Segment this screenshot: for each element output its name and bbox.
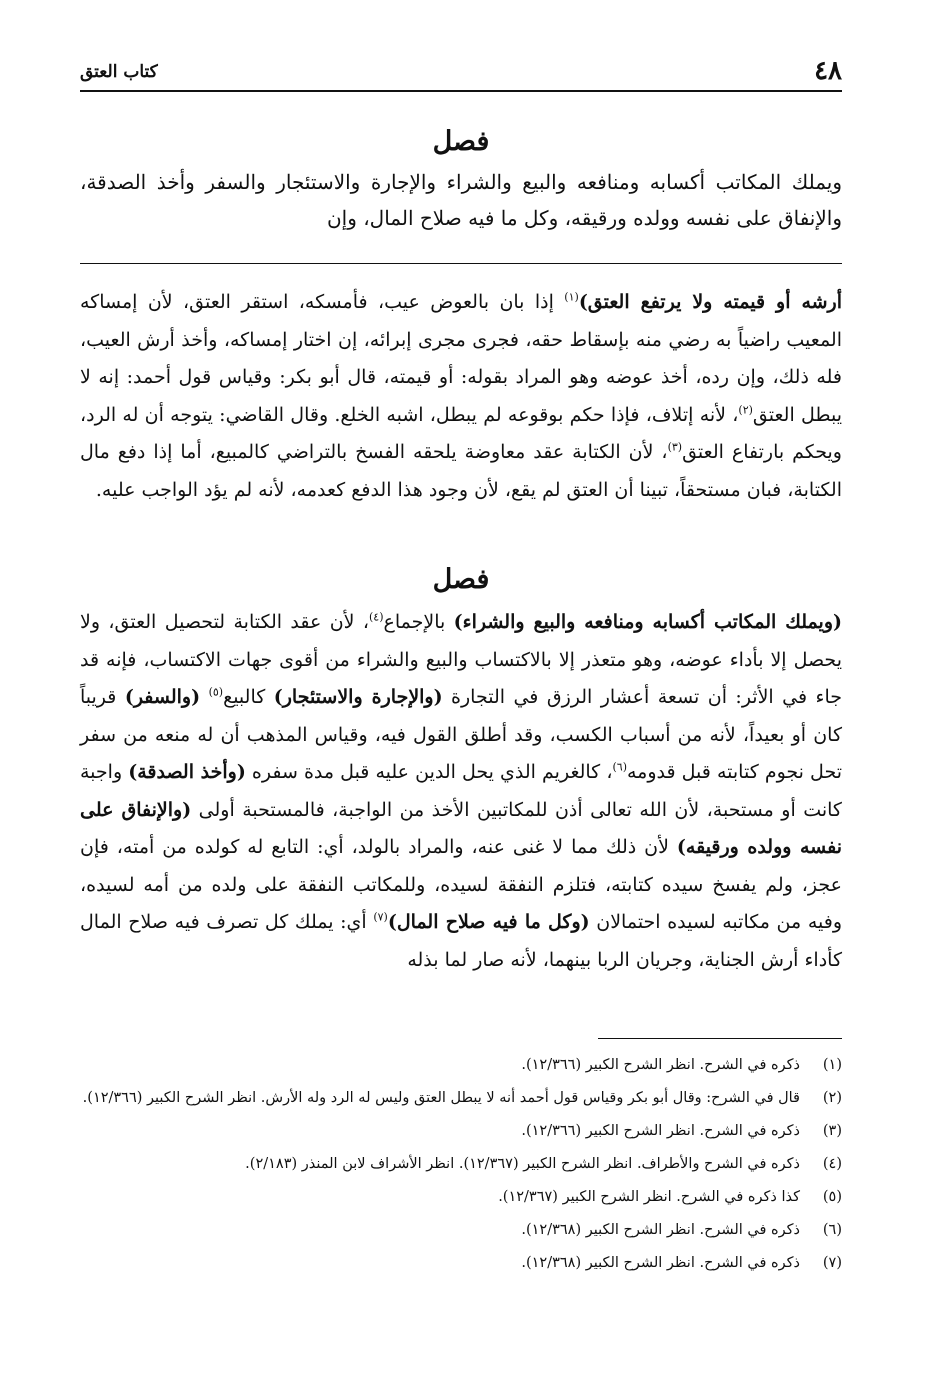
footnote-number: (٧) <box>822 1255 842 1271</box>
commentary-text: بالإجماع <box>383 611 454 633</box>
commentary-text: لأن ذلك مما لا غنى عنه، والمراد بالولد، أي: التابع له كولده من أمته، فإن عجز، ولم يفسخ سيده كتابته، فتلزم النفقة لسيده، وللمكاتب النفقة على ولده من أمه لسيده، وفيه من مكاتبه لسيده احتمالان <box>80 836 842 933</box>
footnote-text: قال في الشرح: وقال أبو بكر وقياس قول أحمد أنه لا يبطل العتق وليس له الرد وله الأرش. انظر الشرح الكبير (١٢/٣٦٦). <box>82 1090 800 1106</box>
footnote <box>80 1184 842 1210</box>
footnote <box>80 1118 842 1144</box>
commentary-text: إذا بان بالعوض عيب، فأمسكه، استقر العتق، لأن إمساكه المعيب راضياً به رضي منه بإسقاط حقه، فجرى مجرى إبرائه، إن اختار إمساكه، وأخذ أرش العيب، فله ذلك، وإن رده، أخذ عوضه وهو المراد بقوله: أو قيمته، قال أبو بكر: وقياس قول أحمد: إنه لا يبطل العتق <box>80 291 842 426</box>
matn-text: ويملك المكاتب أكسابه ومنافعه والبيع والشراء والإجارة والاستئجار والسفر وأخذ الصدقة، والإنفاق على نفسه وولده ورقيقه، وكل ما فيه صلاح المال، وإن <box>80 170 843 230</box>
footnote <box>80 1151 842 1177</box>
page-header <box>80 56 842 86</box>
footnote <box>80 1217 842 1243</box>
bold-matn-quote: (والإجارة والاستئجار) <box>273 686 443 708</box>
footnote-text: ذكره في الشرح والأطراف. انظر الشرح الكبير (١٢/٣٦٧). انظر الأشراف لابن المنذر (٢/١٨٣). <box>245 1156 800 1172</box>
commentary-text: قريباً كان أو بعيداً، لأنه من أسباب الكسب، وقد أطلق القول فيه، وقياس المذهب أن له منعه من سفر تحل نجوم كتابته قبل قدومه <box>80 686 842 783</box>
section-heading-1: فصل <box>432 126 490 157</box>
commentary-text: ، لأن عقد الكتابة لتحصيل العتق، ولا يحصل إلا بأداء عوضه، وهو متعذر إلا بالاكتساب والبيع والشراء من أقوى جهات الاكتساب، فإنه قد جاء في الأثر: أن تسعة أعشار الرزق في التجارة <box>80 611 842 708</box>
running-title: كتاب العتق <box>80 62 158 82</box>
footnote-number: (٣) <box>822 1123 842 1139</box>
commentary-paragraph-2 <box>80 604 842 979</box>
section-heading-2: فصل <box>432 564 490 595</box>
bold-matn-quote: (والإنفاق على نفسه وولده ورقيقه) <box>80 798 842 858</box>
footnote-ref-2[interactable]: (٢) <box>738 403 753 417</box>
footnote <box>80 1250 842 1276</box>
footnote-number: (٦) <box>822 1222 842 1238</box>
footnote <box>80 1052 842 1078</box>
bold-matn-quote: (ويملك المكاتب أكسابه ومنافعه والبيع والشراء) <box>453 611 842 633</box>
footnote-number: (٤) <box>822 1156 842 1172</box>
footnote-ref-1[interactable]: (١) <box>564 290 579 304</box>
bold-matn-quote: (وكل ما فيه صلاح المال) <box>387 911 590 933</box>
commentary-text: أي: يملك كل تصرف فيه صلاح المال كأداء أرش الجناية، وجريان الربا بينهما، لأنه صار لما بذله <box>80 911 842 971</box>
commentary-text: ، لأنه إتلاف، فإذا حكم بوقوعه لم يبطل، اشبه الخلع. وقال القاضي: يتوجه أن له الرد، ويحكم بارتفاع العتق <box>80 403 842 464</box>
bold-matn-quote: أرشه أو قيمته ولا يرتفع العتق) <box>578 291 842 313</box>
footnote-ref-4[interactable]: (٤) <box>369 610 384 624</box>
footnote-text: ذكره في الشرح. انظر الشرح الكبير (١٢/٣٦٨). <box>521 1222 800 1238</box>
commentary-paragraph-1 <box>80 284 842 510</box>
footnote-ref-6[interactable]: (٦) <box>612 760 627 774</box>
footnote-text: ذكره في الشرح. انظر الشرح الكبير (١٢/٣٦٦). <box>521 1123 800 1139</box>
bold-matn-quote: (وأخذ الصدقة) <box>128 761 246 783</box>
footnote <box>80 1085 842 1111</box>
commentary-text <box>200 686 208 708</box>
bold-matn-quote: (والسفر) <box>124 686 201 708</box>
footnote-separator-rule <box>598 1038 842 1039</box>
commentary-text: واجبة كانت أو مستحبة، لأن الله تعالى أذن للمكاتبين الأخذ من الواجبة، فالمستحبة أولى <box>80 761 842 821</box>
matn-separator-rule <box>80 263 842 264</box>
commentary-text: ، لأن الكتابة عقد معاوضة يلحقه الفسخ بالتراضي كالمبيع، أما إذا دفع مال الكتابة، فبان مستحقاً، تبينا أن العتق لم يقع، لأن وجود هذا الدفع كعدمه، لأنه لم يؤد الواجب عليه. <box>80 441 842 501</box>
footnotes <box>80 1052 842 1283</box>
footnote-ref-7[interactable]: (٧) <box>373 910 388 924</box>
commentary-text: ، كالغريم الذي يحل الدين عليه قبل مدة سفره <box>245 761 613 783</box>
footnote-text: ذكره في الشرح. انظر الشرح الكبير (١٢/٣٦٨). <box>521 1255 800 1271</box>
footnote-number: (٢) <box>822 1090 842 1106</box>
footnote-text: كذا ذكره في الشرح. انظر الشرح الكبير (١٢/٣٦٧). <box>498 1189 800 1205</box>
footnote-ref-3[interactable]: (٣) <box>667 441 683 455</box>
footnote-ref-5[interactable]: (٥) <box>208 685 224 699</box>
page-number: ٤٨ <box>814 56 842 86</box>
commentary-text: كالبيع <box>223 686 274 708</box>
footnote-text: ذكره في الشرح. انظر الشرح الكبير (١٢/٣٦٦). <box>521 1057 800 1073</box>
footnote-number: (٥) <box>822 1189 842 1205</box>
header-rule <box>80 90 842 92</box>
footnote-number: (١) <box>822 1057 842 1073</box>
